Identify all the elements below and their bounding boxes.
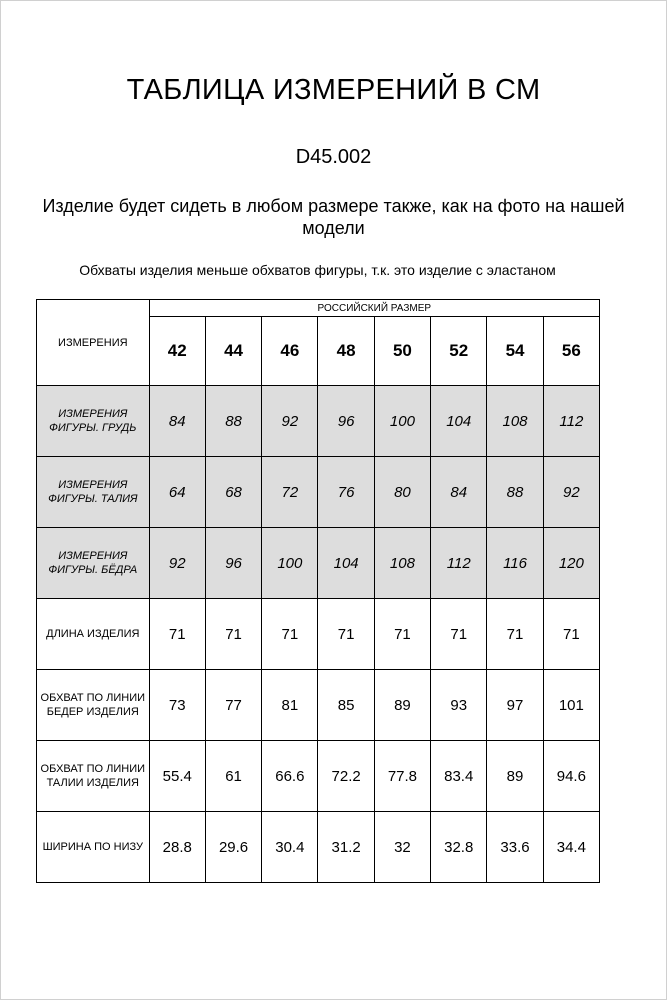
table-cell: 71: [374, 599, 430, 670]
product-code: D45.002: [295, 146, 372, 168]
table-cell: 28.8: [149, 812, 205, 883]
table-cell: 88: [487, 457, 543, 528]
table-cell: 92: [149, 528, 205, 599]
table-cell: 71: [205, 599, 261, 670]
table-cell: 100: [262, 528, 318, 599]
table-cell: 77.8: [374, 741, 430, 812]
size-header: 54: [487, 317, 543, 386]
table-cell: 30.4: [262, 812, 318, 883]
table-cell: 77: [205, 670, 261, 741]
size-header: 46: [262, 317, 318, 386]
table-cell: 71: [543, 599, 599, 670]
table-cell: 81: [262, 670, 318, 741]
table-cell: 116: [487, 528, 543, 599]
table-cell: 97: [487, 670, 543, 741]
table-cell: 68: [205, 457, 261, 528]
row-label: ОБХВАТ ПО ЛИНИИ БЕДЕР ИЗДЕЛИЯ: [37, 670, 150, 741]
table-cell: 71: [149, 599, 205, 670]
table-cell: 71: [318, 599, 374, 670]
table-row: [37, 741, 600, 812]
table-cell: 112: [543, 386, 599, 457]
table-cell: 32.8: [431, 812, 487, 883]
size-header: 44: [205, 317, 261, 386]
size-table: [36, 299, 600, 883]
table-cell: 96: [205, 528, 261, 599]
table-cell: 80: [374, 457, 430, 528]
table-cell: 61: [205, 741, 261, 812]
elastane-note: Обхваты изделия меньше обхватов фигуры, т.к. это изделие с эластаном: [79, 262, 556, 278]
size-header: 50: [374, 317, 430, 386]
row-label: ИЗМЕРЕНИЯ ФИГУРЫ. ТАЛИЯ: [37, 457, 150, 528]
table-cell: 84: [431, 457, 487, 528]
row-label: ОБХВАТ ПО ЛИНИИ ТАЛИИ ИЗДЕЛИЯ: [37, 741, 150, 812]
table-cell: 83.4: [431, 741, 487, 812]
table-cell: 85: [318, 670, 374, 741]
corner-label: ИЗМЕРЕНИЯ: [37, 300, 150, 386]
table-cell: 89: [487, 741, 543, 812]
table-row: [37, 528, 600, 599]
row-label: ИЗМЕРЕНИЯ ФИГУРЫ. БЁДРА: [37, 528, 150, 599]
size-header: 42: [149, 317, 205, 386]
table-cell: 31.2: [318, 812, 374, 883]
table-cell: 72.2: [318, 741, 374, 812]
table-row: [37, 457, 600, 528]
table-cell: 104: [431, 386, 487, 457]
table-cell: 100: [374, 386, 430, 457]
table-row: [37, 386, 600, 457]
table-row: [37, 670, 600, 741]
table-cell: 64: [149, 457, 205, 528]
table-cell: 120: [543, 528, 599, 599]
fit-note: Изделие будет сидеть в любом размере также, как на фото на нашей модели: [42, 196, 625, 238]
table-cell: 76: [318, 457, 374, 528]
table-cell: 71: [487, 599, 543, 670]
table-cell: 108: [374, 528, 430, 599]
row-label: ШИРИНА ПО НИЗУ: [37, 812, 150, 883]
table-cell: 73: [149, 670, 205, 741]
page-title: ТАБЛИЦА ИЗМЕРЕНИЙ В СМ: [126, 74, 541, 106]
table-cell: 92: [262, 386, 318, 457]
table-cell: 112: [431, 528, 487, 599]
table-cell: 72: [262, 457, 318, 528]
row-label: ИЗМЕРЕНИЯ ФИГУРЫ. ГРУДЬ: [37, 386, 150, 457]
table-cell: 101: [543, 670, 599, 741]
table-cell: 92: [543, 457, 599, 528]
table-cell: 71: [262, 599, 318, 670]
table-cell: 108: [487, 386, 543, 457]
table-cell: 71: [431, 599, 487, 670]
table-cell: 89: [374, 670, 430, 741]
size-header: 48: [318, 317, 374, 386]
table-row: [37, 812, 600, 883]
table-cell: 104: [318, 528, 374, 599]
table-cell: 32: [374, 812, 430, 883]
table-cell: 29.6: [205, 812, 261, 883]
table-cell: 55.4: [149, 741, 205, 812]
size-header: 56: [543, 317, 599, 386]
table-cell: 88: [205, 386, 261, 457]
table-cell: 66.6: [262, 741, 318, 812]
table-cell: 84: [149, 386, 205, 457]
size-group-label: РОССИЙСКИЙ РАЗМЕР: [149, 300, 599, 317]
table-cell: 96: [318, 386, 374, 457]
size-header: 52: [431, 317, 487, 386]
table-row: [37, 599, 600, 670]
row-label: ДЛИНА ИЗДЕЛИЯ: [37, 599, 150, 670]
table-cell: 33.6: [487, 812, 543, 883]
table-cell: 93: [431, 670, 487, 741]
table-cell: 94.6: [543, 741, 599, 812]
table-cell: 34.4: [543, 812, 599, 883]
